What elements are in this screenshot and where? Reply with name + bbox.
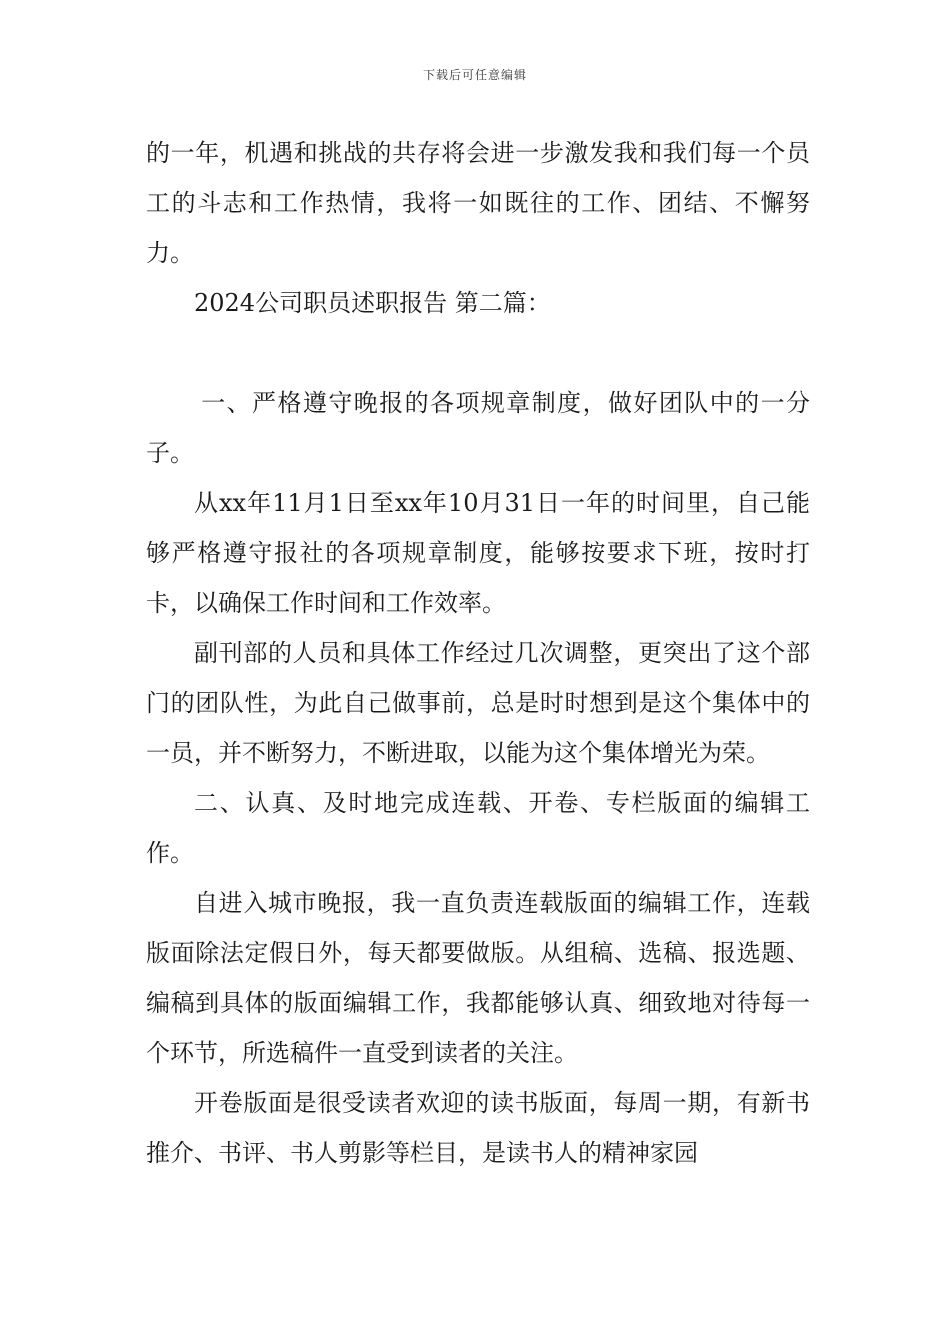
heading-two: 二、认真、及时地完成连载、开卷、专栏版面的编辑工作。 bbox=[146, 789, 810, 867]
paragraph-1: 从xx年11月1日至xx年10月31日一年的时间里，自己能够严格遵守报社的各项规章制度，能够按要求下班，按时打卡，以确保工作时间和工作效率。 bbox=[146, 489, 810, 617]
page-header-note: 下载后可任意编辑 bbox=[422, 68, 527, 82]
paragraph-4: 开卷版面是很受读者欢迎的读书版面，每周一期，有新书推介、书评、书人剪影等栏目，是读书人的精神家园 bbox=[146, 1089, 810, 1167]
paragraph-3: 自进入城市晚报，我一直负责连载版面的编辑工作，连载版面除法定假日外，每天都要做版。从组稿、选稿、报选题、编稿到具体的版面编辑工作，我都能够认真、细致地对待每一个环节，所选稿件一直受到读者的关注。 bbox=[146, 889, 810, 1067]
document-body bbox=[146, 128, 810, 1178]
paragraph-continuation: 的一年，机遇和挑战的共存将会进一步激发我和我们每一个员工的斗志和工作热情，我将一如既往的工作、团结、不懈努力。 bbox=[146, 139, 810, 267]
paragraph-2: 副刊部的人员和具体工作经过几次调整，更突出了这个部门的团队性，为此自己做事前，总是时时想到是这个集体中的一员，并不断努力，不断进取，以能为这个集体增光为荣。 bbox=[146, 639, 810, 767]
blank-line bbox=[146, 328, 810, 378]
heading-one: 一、严格遵守晚报的各项规章制度，做好团队中的一分子。 bbox=[146, 389, 810, 467]
section-title: 2024公司职员述职报告 第二篇： bbox=[194, 289, 551, 317]
